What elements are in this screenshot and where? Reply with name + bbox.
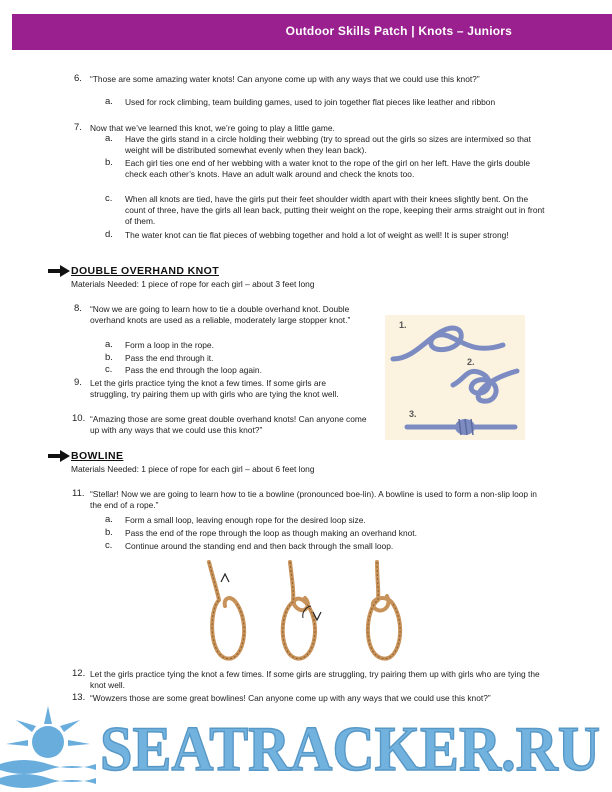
list-item-text: “Amazing those are some great double overhand knots! Can anyone come up with any ways that we could use this knot?” <box>90 414 367 435</box>
page-title: Outdoor Skills Patch | Knots – Juniors <box>285 24 512 38</box>
figure-label-3: 3. <box>409 409 417 419</box>
item-letter: a. <box>105 339 113 350</box>
item-letter: a. <box>105 514 113 525</box>
list-item-text: Continue around the standing end and then back through the small loop. <box>125 541 394 551</box>
list-item-text: Used for rock climbing, team building games, used to join together flat pieces like leather and ribbon <box>125 97 496 107</box>
list-item-text: “Now we are going to learn how to tie a double overhand knot. Double overhand knots are used as a reliable, moderately large stopper knot.” <box>90 304 351 325</box>
item-number: 10. <box>72 413 86 424</box>
item-letter: b. <box>105 157 113 168</box>
item-letter: b. <box>105 527 113 538</box>
list-item-text: “Stellar! Now we are going to learn how to tie a bowline (pronounced boe-lin). A bowline is used to form a non-slip loop in the end of a rope.” <box>90 489 537 510</box>
list-item-text: When all knots are tied, have the girls put their feet shoulder width apart with their knees slightly bent. On the count of three, have the girls all lean back, putting their weight on the rope, keeping their arms straight out in front of them. <box>125 194 545 226</box>
materials-text: Materials Needed: 1 piece of rope for each girl – about 3 feet long <box>71 279 315 289</box>
item-number: 6. <box>74 73 82 84</box>
list-item-text: “Wowzers those are some great bowlines! Can anyone come up with any ways that we could use this knot?” <box>90 693 491 703</box>
list-item-text: Let the girls practice tying the knot a few times. If some girls are struggling, try pairing them up with girls who are tying the knot well. <box>90 669 540 690</box>
bowline-knot-diagram <box>195 560 410 665</box>
list-item-text: Form a loop in the rope. <box>125 340 214 350</box>
list-item-text: Pass the end of the rope through the loop as though making an overhand knot. <box>125 528 417 538</box>
item-letter: c. <box>105 193 113 204</box>
list-item-text: Pass the end through it. <box>125 353 214 363</box>
section-heading-bowline: BOWLINE <box>71 450 124 462</box>
arrow-right-icon <box>48 450 70 462</box>
figure-label-1: 1. <box>399 320 407 330</box>
header-banner <box>12 14 612 50</box>
list-item-text: The water knot can tie flat pieces of webbing together and hold a lot of weight as well! It is super strong! <box>125 230 509 240</box>
section-heading-double-overhand: DOUBLE OVERHAND KNOT <box>71 265 220 277</box>
materials-text: Materials Needed: 1 piece of rope for each girl – about 6 feet long <box>71 464 315 474</box>
list-item-text: Each girl ties one end of her webbing with a water knot to the rope of the girl on her left. Have the girls double check each other’s knots. Have an adult walk around and check the knots too. <box>125 158 531 179</box>
item-letter: c. <box>105 540 113 551</box>
item-number: 7. <box>74 122 82 133</box>
item-letter: d. <box>105 229 113 240</box>
item-letter: c. <box>105 364 113 375</box>
list-item-text: Have the girls stand in a circle holding their webbing (try to spread out the girls so sizes are intermixed so that weight will be distributed somewhat evenly when they lean back). <box>125 134 531 155</box>
list-item-text: Now that we’ve learned this knot, we’re going to play a little game. <box>90 123 335 133</box>
item-letter: a. <box>105 133 113 144</box>
item-number: 8. <box>74 303 82 314</box>
list-item-text: Let the girls practice tying the knot a few times. If some girls are struggling, try pairing them up with girls who are tying the knot well. <box>90 378 339 399</box>
list-item-text: “Those are some amazing water knots! Can anyone come up with any ways that we could use this knot?” <box>90 74 480 84</box>
list-item-text: Form a small loop, leaving enough rope for the desired loop size. <box>125 515 366 525</box>
figure-label-2: 2. <box>467 357 475 367</box>
item-letter: b. <box>105 352 113 363</box>
arrow-right-icon <box>48 265 70 277</box>
list-item-text: Pass the end through the loop again. <box>125 365 262 375</box>
watermark-text: SEATRACKER.RU <box>100 713 600 784</box>
item-letter: a. <box>105 96 113 107</box>
item-number: 9. <box>74 377 82 388</box>
item-number: 12. <box>72 668 86 679</box>
item-number: 11. <box>72 488 85 499</box>
watermark-logo <box>0 702 612 792</box>
item-number: 13. <box>72 692 86 703</box>
double-overhand-knot-diagram <box>385 315 525 440</box>
